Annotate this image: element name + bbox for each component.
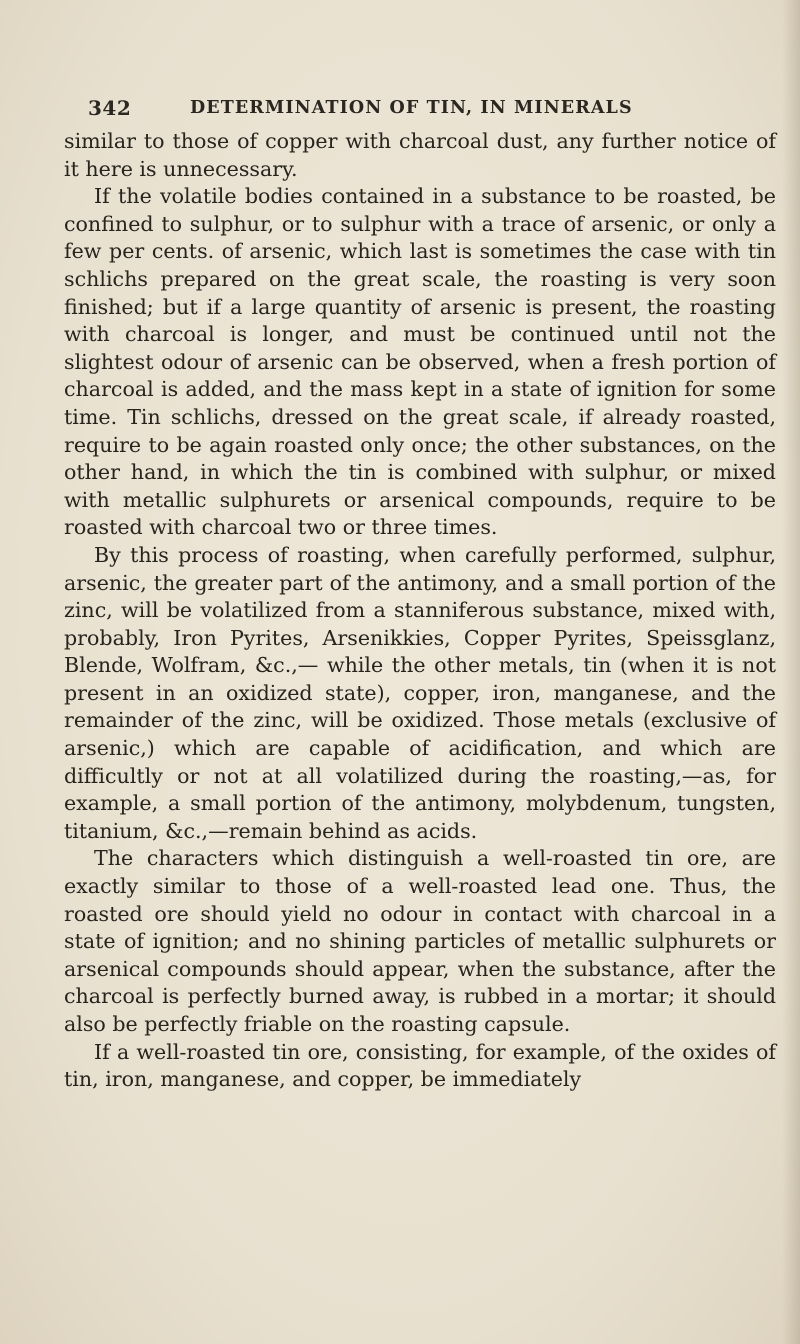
page-number: 342 <box>88 96 132 120</box>
body-text <box>64 128 776 1094</box>
paragraph-roasting-volatile: If the volatile bodies contained in a substance to be roasted, be confined to sulphur, or to sulphur with a trace of arsenic, or only a few per cents. of arsenic, which last is sometimes the case with tin schlichs prepared on the great scale, the roasting is very soon finished; but if a large quantity of arsenic is present, the roasting with charcoal is longer, and must be continued until not the slightest odour of arsenic can be observed, when a fresh portion of charcoal is added, and the mass kept in a state of ignition for some time. Tin schlichs, dressed on the great scale, if already roasted, require to be again roasted only once; the other substances, on the other hand, in which the tin is combined with sulphur, or mixed with metallic sulphurets or arsenical compounds, require to be roasted with charcoal two or three times. <box>64 184 776 540</box>
paragraph-oxides: If a well-roasted tin ore, consisting, for example, of the oxides of tin, iron, manganese, and copper, be immediately <box>64 1039 776 1092</box>
paragraph-well-roasted-characters: The characters which distinguish a well-roasted tin ore, are exactly similar to those of a well-roasted lead one. Thus, the roasted ore should yield no odour in contact with charcoal in a state of ignition; and no shining particles of metallic sulphurets or arsenical compounds should appear, when the substance, after the charcoal is perfectly burned away, is rubbed in a mortar; it should also be perfectly friable on the roasting capsule. <box>64 846 776 1036</box>
paragraph-roasting-process: By this process of roasting, when carefully performed, sulphur, arsenic, the greater part of the antimony, and a small portion of the zinc, will be volatilized from a stanniferous substance, mixed with, probably, Iron Pyrites, Arsenikkies, Copper Pyrites, Speissglanz, Blende, Wolfram, &c.,— while the other metals, tin (when it is not present in an oxidized state), copper, iron, manganese, and the remainder of the zinc, will be oxidized. Those metals (exclusive of arsenic,) which are capable of acidification, and which are difficultly or not at all volatilized during the roasting,—as, for example, a small portion of the antimony, molybdenum, tungsten, titanium, &c.,—remain behind as acids. <box>64 542 776 843</box>
paragraph-continued: similar to those of copper with charcoal dust, any further notice of it here is unnecessary. <box>64 129 776 181</box>
running-title: DETERMINATION OF TIN, IN MINERALS <box>190 98 633 118</box>
page-edge-shadow <box>782 0 800 1344</box>
running-head <box>88 96 768 124</box>
